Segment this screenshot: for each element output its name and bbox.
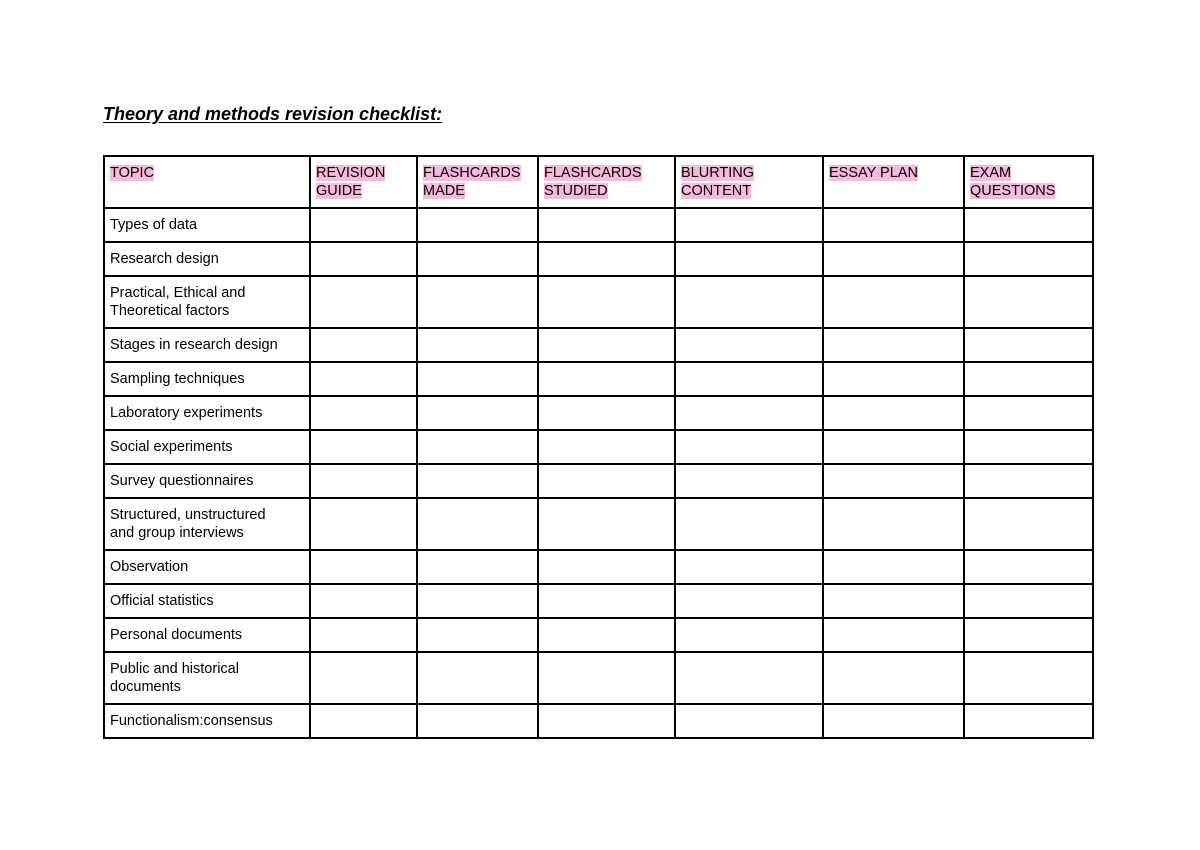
- checklist-cell-flashcards-studied[interactable]: [538, 498, 675, 550]
- checklist-cell-essay-plan[interactable]: [823, 430, 964, 464]
- checklist-cell-flashcards-studied[interactable]: [538, 430, 675, 464]
- table-row: [104, 618, 1093, 652]
- checklist-cell-flashcards-studied[interactable]: [538, 618, 675, 652]
- header-row: [104, 156, 1093, 208]
- header-cell-blurting-content: BLURTING CONTENT: [675, 156, 823, 208]
- checklist-cell-essay-plan[interactable]: [823, 618, 964, 652]
- header-cell-exam-questions: EXAM QUESTIONS: [964, 156, 1093, 208]
- table-row: [104, 550, 1093, 584]
- checklist-cell-blurting-content[interactable]: [675, 396, 823, 430]
- topic-label: Survey questionnaires: [110, 473, 254, 489]
- checklist-cell-essay-plan[interactable]: [823, 242, 964, 276]
- revision-checklist-table: [103, 155, 1094, 739]
- checklist-cell-flashcards-made[interactable]: [417, 464, 538, 498]
- table-row: [104, 430, 1093, 464]
- table-row: [104, 328, 1093, 362]
- topic-label: Personal documents: [110, 627, 243, 643]
- table-row: [104, 242, 1093, 276]
- checklist-cell-revision-guide[interactable]: [310, 430, 417, 464]
- checklist-cell-flashcards-studied[interactable]: [538, 396, 675, 430]
- header-cell-flashcards-made: FLASHCARDS MADE: [417, 156, 538, 208]
- checklist-cell-essay-plan[interactable]: [823, 498, 964, 550]
- checklist-cell-exam-questions[interactable]: [964, 704, 1093, 738]
- table-row: [104, 704, 1093, 738]
- checklist-cell-flashcards-made[interactable]: [417, 704, 538, 738]
- checklist-cell-flashcards-studied[interactable]: [538, 704, 675, 738]
- checklist-cell-flashcards-studied[interactable]: [538, 208, 675, 242]
- topic-cell: [104, 396, 310, 430]
- topic-label: Laboratory experiments: [110, 405, 263, 421]
- checklist-cell-exam-questions[interactable]: [964, 396, 1093, 430]
- topic-cell: [104, 362, 310, 396]
- checklist-cell-exam-questions[interactable]: [964, 618, 1093, 652]
- checklist-cell-exam-questions[interactable]: [964, 498, 1093, 550]
- checklist-cell-exam-questions[interactable]: [964, 276, 1093, 328]
- topic-cell: [104, 550, 310, 584]
- checklist-cell-flashcards-made[interactable]: [417, 584, 538, 618]
- topic-label: Sampling techniques: [110, 371, 245, 387]
- header-cell-flashcards-studied: FLASHCARDS STUDIED: [538, 156, 675, 208]
- checklist-cell-exam-questions[interactable]: [964, 362, 1093, 396]
- checklist-cell-flashcards-made[interactable]: [417, 430, 538, 464]
- checklist-cell-flashcards-made[interactable]: [417, 328, 538, 362]
- topic-label: Social experiments: [110, 439, 233, 455]
- checklist-cell-exam-questions[interactable]: [964, 464, 1093, 498]
- topic-label: Observation: [110, 559, 189, 575]
- checklist-cell-revision-guide[interactable]: [310, 208, 417, 242]
- checklist-cell-revision-guide[interactable]: [310, 550, 417, 584]
- topic-cell: [104, 328, 310, 362]
- checklist-cell-exam-questions[interactable]: [964, 584, 1093, 618]
- checklist-cell-blurting-content[interactable]: [675, 704, 823, 738]
- checklist-cell-blurting-content[interactable]: [675, 618, 823, 652]
- checklist-cell-revision-guide[interactable]: [310, 464, 417, 498]
- checklist-cell-revision-guide[interactable]: [310, 396, 417, 430]
- header-cell-topic: TOPIC: [104, 156, 310, 208]
- topic-cell: [104, 464, 310, 498]
- checklist-cell-exam-questions[interactable]: [964, 328, 1093, 362]
- checklist-cell-flashcards-studied[interactable]: [538, 550, 675, 584]
- header-cell-revision-guide: REVISION GUIDE: [310, 156, 417, 208]
- checklist-cell-flashcards-made[interactable]: [417, 396, 538, 430]
- topic-cell: [104, 652, 310, 704]
- topic-cell: [104, 618, 310, 652]
- checklist-cell-blurting-content[interactable]: [675, 550, 823, 584]
- checklist-cell-flashcards-studied[interactable]: [538, 464, 675, 498]
- checklist-cell-blurting-content[interactable]: [675, 430, 823, 464]
- checklist-cell-essay-plan[interactable]: [823, 704, 964, 738]
- table-row: [104, 464, 1093, 498]
- checklist-cell-flashcards-made[interactable]: [417, 276, 538, 328]
- checklist-cell-blurting-content[interactable]: [675, 584, 823, 618]
- checklist-cell-blurting-content[interactable]: [675, 362, 823, 396]
- topic-label: Types of data: [110, 217, 198, 233]
- checklist-cell-blurting-content[interactable]: [675, 276, 823, 328]
- checklist-cell-essay-plan[interactable]: [823, 208, 964, 242]
- checklist-cell-flashcards-studied[interactable]: [538, 328, 675, 362]
- checklist-cell-flashcards-made[interactable]: [417, 362, 538, 396]
- checklist-cell-exam-questions[interactable]: [964, 550, 1093, 584]
- topic-label: Structured, unstructured and group interviews: [110, 507, 266, 541]
- checklist-cell-revision-guide[interactable]: [310, 704, 417, 738]
- checklist-cell-blurting-content[interactable]: [675, 242, 823, 276]
- checklist-cell-flashcards-studied[interactable]: [538, 242, 675, 276]
- topic-cell: [104, 498, 310, 550]
- table-row: [104, 584, 1093, 618]
- checklist-cell-blurting-content[interactable]: [675, 328, 823, 362]
- checklist-cell-essay-plan[interactable]: [823, 550, 964, 584]
- checklist-cell-blurting-content[interactable]: [675, 498, 823, 550]
- checklist-cell-revision-guide[interactable]: [310, 328, 417, 362]
- checklist-cell-flashcards-made[interactable]: [417, 208, 538, 242]
- checklist-cell-blurting-content[interactable]: [675, 208, 823, 242]
- table-row: [104, 362, 1093, 396]
- table-row: [104, 276, 1093, 328]
- checklist-cell-flashcards-made[interactable]: [417, 550, 538, 584]
- table-row: [104, 498, 1093, 550]
- checklist-cell-revision-guide[interactable]: [310, 498, 417, 550]
- checklist-cell-essay-plan[interactable]: [823, 464, 964, 498]
- checklist-cell-revision-guide[interactable]: [310, 652, 417, 704]
- checklist-cell-essay-plan[interactable]: [823, 652, 964, 704]
- checklist-cell-exam-questions[interactable]: [964, 430, 1093, 464]
- checklist-cell-exam-questions[interactable]: [964, 652, 1093, 704]
- checklist-cell-revision-guide[interactable]: [310, 584, 417, 618]
- checklist-cell-revision-guide[interactable]: [310, 618, 417, 652]
- header-cell-essay-plan: ESSAY PLAN: [823, 156, 964, 208]
- topic-label: Official statistics: [110, 593, 214, 609]
- table-row: [104, 652, 1093, 704]
- topic-label: Public and historical documents: [110, 661, 239, 695]
- checklist-cell-flashcards-studied[interactable]: [538, 652, 675, 704]
- topic-label: Practical, Ethical and Theoretical factors: [110, 285, 246, 319]
- checklist-cell-blurting-content[interactable]: [675, 652, 823, 704]
- checklist-cell-flashcards-made[interactable]: [417, 498, 538, 550]
- checklist-cell-revision-guide[interactable]: [310, 242, 417, 276]
- table-row: [104, 208, 1093, 242]
- table-row: [104, 396, 1093, 430]
- topic-cell: [104, 276, 310, 328]
- topic-label: Functionalism:consensus: [110, 713, 273, 729]
- checklist-cell-flashcards-studied[interactable]: [538, 276, 675, 328]
- checklist-cell-exam-questions[interactable]: [964, 208, 1093, 242]
- topic-cell: [104, 584, 310, 618]
- checklist-cell-flashcards-made[interactable]: [417, 242, 538, 276]
- topic-cell: [104, 704, 310, 738]
- checklist-cell-exam-questions[interactable]: [964, 242, 1093, 276]
- checklist-cell-essay-plan[interactable]: [823, 362, 964, 396]
- checklist-cell-revision-guide[interactable]: [310, 362, 417, 396]
- checklist-cell-essay-plan[interactable]: [823, 584, 964, 618]
- topic-cell: [104, 242, 310, 276]
- checklist-cell-flashcards-studied[interactable]: [538, 362, 675, 396]
- page-title: Theory and methods revision checklist:: [103, 104, 443, 124]
- checklist-cell-essay-plan[interactable]: [823, 328, 964, 362]
- checklist-cell-flashcards-made[interactable]: [417, 618, 538, 652]
- topic-label: Research design: [110, 251, 219, 267]
- checklist-cell-blurting-content[interactable]: [675, 464, 823, 498]
- topic-cell: [104, 430, 310, 464]
- topic-cell: [104, 208, 310, 242]
- topic-label: Stages in research design: [110, 337, 278, 353]
- checklist-cell-flashcards-studied[interactable]: [538, 584, 675, 618]
- checklist-cell-revision-guide[interactable]: [310, 276, 417, 328]
- checklist-cell-flashcards-made[interactable]: [417, 652, 538, 704]
- checklist-cell-essay-plan[interactable]: [823, 276, 964, 328]
- checklist-cell-essay-plan[interactable]: [823, 396, 964, 430]
